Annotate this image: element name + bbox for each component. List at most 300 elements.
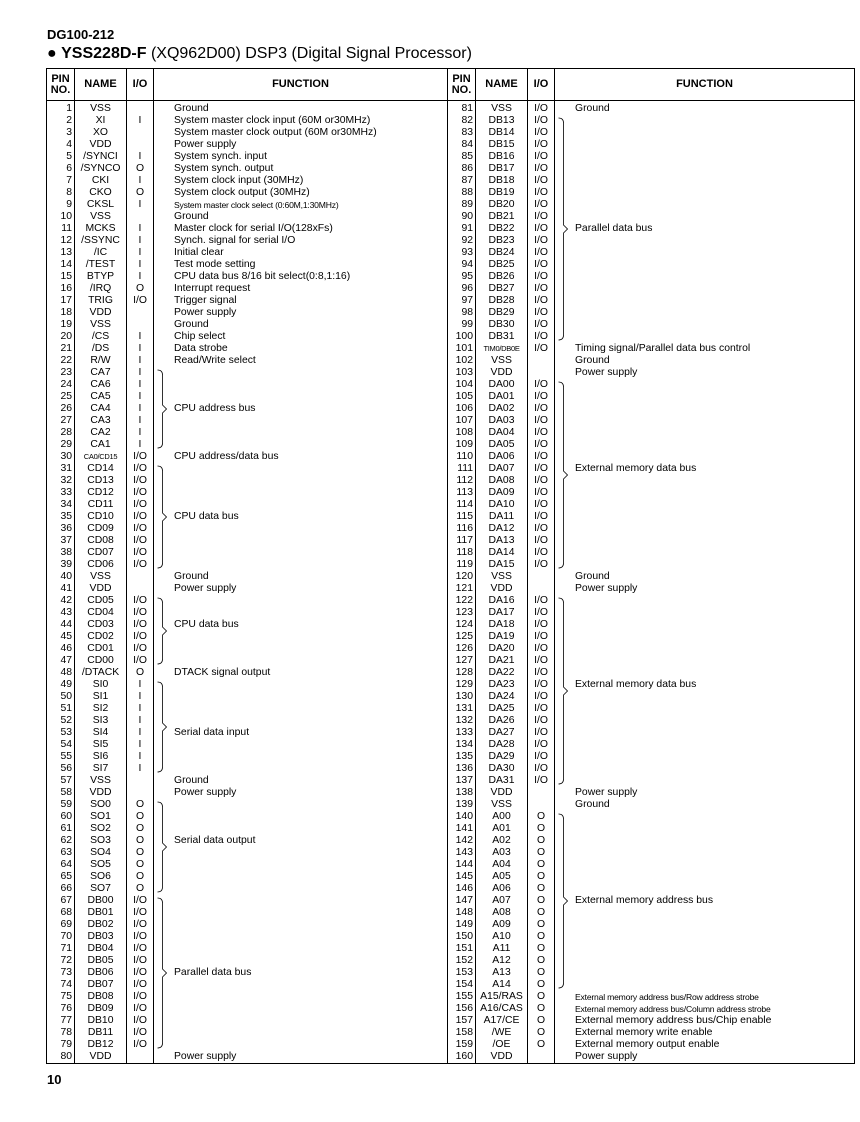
pin-io: I: [127, 427, 154, 439]
pin-function: [555, 283, 855, 295]
table-row: [47, 283, 855, 295]
pin-name: DB22: [476, 223, 528, 235]
pin-number: 153: [448, 967, 476, 979]
pin-name: /TEST: [75, 259, 127, 271]
pin-function: Ground: [154, 211, 448, 223]
pin-number: 38: [47, 547, 75, 559]
pin-function: [154, 919, 448, 931]
pin-function: [555, 451, 855, 463]
pin-name: CD02: [75, 631, 127, 643]
pin-io: I/O: [528, 403, 555, 415]
table-row: [47, 319, 855, 331]
table-row: [47, 883, 855, 895]
pin-name: DA26: [476, 715, 528, 727]
pin-name: DB04: [75, 943, 127, 955]
table-row: [47, 547, 855, 559]
pin-number: 7: [47, 175, 75, 187]
table-row: [47, 247, 855, 259]
name-header: NAME: [476, 69, 528, 101]
pin-name: CD11: [75, 499, 127, 511]
pin-header: PIN NO.: [47, 69, 75, 101]
pin-io: O: [528, 979, 555, 991]
pin-function: Ground: [154, 101, 448, 116]
pin-name: A11: [476, 943, 528, 955]
pin-name: CKSL: [75, 199, 127, 211]
pin-number: 39: [47, 559, 75, 571]
pin-number: 142: [448, 835, 476, 847]
pin-io: I/O: [528, 595, 555, 607]
pin-name: CA3: [75, 415, 127, 427]
pin-number: 108: [448, 427, 476, 439]
pin-io: O: [127, 871, 154, 883]
pin-name: A05: [476, 871, 528, 883]
pin-io: I/O: [528, 259, 555, 271]
pin-function: [555, 715, 855, 727]
pin-name: VDD: [75, 139, 127, 151]
pin-io: I/O: [127, 487, 154, 499]
pin-number: 106: [448, 403, 476, 415]
pin-number: 46: [47, 643, 75, 655]
pin-number: 51: [47, 703, 75, 715]
table-row: [47, 499, 855, 511]
pin-io: I/O: [528, 775, 555, 787]
pin-function: [555, 499, 855, 511]
pin-function: [555, 835, 855, 847]
pin-name: CKI: [75, 175, 127, 187]
table-row: [47, 727, 855, 739]
pin-function: Serial data output: [154, 835, 448, 847]
pin-io: [127, 775, 154, 787]
pin-name: DA01: [476, 391, 528, 403]
pin-function: External memory address bus/Column address strobe: [555, 1003, 855, 1015]
pin-io: I/O: [528, 127, 555, 139]
pin-name: DB30: [476, 319, 528, 331]
pin-io: I/O: [528, 655, 555, 667]
pin-function: [555, 607, 855, 619]
pin-number: 69: [47, 919, 75, 931]
pin-function: CPU data bus 8/16 bit select(0:8,1:16): [154, 271, 448, 283]
pin-function: [555, 703, 855, 715]
pin-name: CD14: [75, 463, 127, 475]
pin-number: 123: [448, 607, 476, 619]
pin-io: O: [528, 811, 555, 823]
pin-name: SO0: [75, 799, 127, 811]
pin-function: [154, 715, 448, 727]
pin-name: A01: [476, 823, 528, 835]
pin-function: Serial data input: [154, 727, 448, 739]
pin-function: [154, 847, 448, 859]
pin-io: I/O: [528, 679, 555, 691]
pin-name: SO2: [75, 823, 127, 835]
pin-name: XO: [75, 127, 127, 139]
table-row: [47, 607, 855, 619]
pin-io: I/O: [528, 607, 555, 619]
pin-number: 114: [448, 499, 476, 511]
pin-io: I/O: [127, 451, 154, 463]
pin-number: 127: [448, 655, 476, 667]
pin-io: I/O: [528, 235, 555, 247]
pin-name: A06: [476, 883, 528, 895]
table-row: [47, 307, 855, 319]
pin-name: A13: [476, 967, 528, 979]
pin-name: DB03: [75, 931, 127, 943]
pin-name: DB01: [75, 907, 127, 919]
table-row: [47, 979, 855, 991]
pin-number: 36: [47, 523, 75, 535]
pin-name: DA10: [476, 499, 528, 511]
table-row: [47, 391, 855, 403]
pin-name: /IC: [75, 247, 127, 259]
pin-io: I/O: [127, 1015, 154, 1027]
pin-function: System synch. input: [154, 151, 448, 163]
table-row: [47, 451, 855, 463]
pin-number: 86: [448, 163, 476, 175]
pin-io: O: [127, 811, 154, 823]
pin-name: /CS: [75, 331, 127, 343]
pin-number: 34: [47, 499, 75, 511]
pin-number: 28: [47, 427, 75, 439]
pin-name: CA2: [75, 427, 127, 439]
pin-name: SI3: [75, 715, 127, 727]
pin-function: Timing signal/Parallel data bus control: [555, 343, 855, 355]
pin-name: CKO: [75, 187, 127, 199]
pin-io: [127, 787, 154, 799]
pin-number: 80: [47, 1051, 75, 1064]
pin-name: /OE: [476, 1039, 528, 1051]
pin-io: I/O: [528, 163, 555, 175]
pin-name: DB28: [476, 295, 528, 307]
pin-function: [555, 187, 855, 199]
table-row: [47, 223, 855, 235]
pin-number: 137: [448, 775, 476, 787]
pin-name: VSS: [75, 571, 127, 583]
table-row: [47, 943, 855, 955]
pin-number: 149: [448, 919, 476, 931]
pin-function: [555, 271, 855, 283]
pin-number: 74: [47, 979, 75, 991]
pin-io: I: [127, 343, 154, 355]
pin-name: CA6: [75, 379, 127, 391]
pin-function: [154, 799, 448, 811]
table-row: [47, 163, 855, 175]
pin-name: DB31: [476, 331, 528, 343]
pin-number: 72: [47, 955, 75, 967]
pin-function: [555, 487, 855, 499]
pin-io: I/O: [127, 943, 154, 955]
pin-name: DB18: [476, 175, 528, 187]
pin-io: I: [127, 115, 154, 127]
table-row: [47, 379, 855, 391]
pin-io: I/O: [528, 451, 555, 463]
pin-number: 49: [47, 679, 75, 691]
pin-name: CA0/CD15: [75, 451, 127, 463]
pin-io: I/O: [127, 475, 154, 487]
pin-name: A02: [476, 835, 528, 847]
pin-name: CD06: [75, 559, 127, 571]
table-row: [47, 691, 855, 703]
pin-name: SI4: [75, 727, 127, 739]
pin-function: Data strobe: [154, 343, 448, 355]
pin-number: 29: [47, 439, 75, 451]
table-row: [47, 823, 855, 835]
pin-io: I/O: [528, 439, 555, 451]
pin-function: System clock input (30MHz): [154, 175, 448, 187]
pin-io: O: [528, 967, 555, 979]
pin-io: O: [127, 667, 154, 679]
pin-io: I/O: [528, 415, 555, 427]
pin-name: DB07: [75, 979, 127, 991]
pin-function: [154, 751, 448, 763]
table-row: [47, 403, 855, 415]
pin-name: DA27: [476, 727, 528, 739]
pin-name: VSS: [476, 571, 528, 583]
table-row: [47, 463, 855, 475]
pin-io: [528, 787, 555, 799]
table-row: [47, 931, 855, 943]
pin-function: [555, 403, 855, 415]
pin-number: 124: [448, 619, 476, 631]
pin-number: 27: [47, 415, 75, 427]
pin-io: I/O: [528, 307, 555, 319]
pin-number: 9: [47, 199, 75, 211]
pin-number: 156: [448, 1003, 476, 1015]
pin-number: 129: [448, 679, 476, 691]
table-row: [47, 523, 855, 535]
pin-io: I/O: [528, 715, 555, 727]
pin-number: 131: [448, 703, 476, 715]
table-row: [47, 415, 855, 427]
pin-name: /SYNCO: [75, 163, 127, 175]
pin-number: 148: [448, 907, 476, 919]
pin-io: I: [127, 151, 154, 163]
pin-name: VDD: [476, 787, 528, 799]
pin-io: O: [127, 799, 154, 811]
pin-number: 120: [448, 571, 476, 583]
pin-function: Power supply: [154, 583, 448, 595]
pin-io: I/O: [127, 1039, 154, 1051]
table-row: [47, 967, 855, 979]
pin-function: [555, 439, 855, 451]
pin-function: [555, 907, 855, 919]
pin-function: [555, 199, 855, 211]
table-row: [47, 271, 855, 283]
pin-io: I/O: [528, 691, 555, 703]
pin-function: [555, 775, 855, 787]
pin-io: I/O: [127, 895, 154, 907]
pin-io: I/O: [528, 643, 555, 655]
pin-io: I/O: [528, 535, 555, 547]
pin-function: [154, 499, 448, 511]
pin-io: I: [127, 331, 154, 343]
pin-io: [127, 1051, 154, 1064]
table-row: [47, 199, 855, 211]
pin-io: O: [127, 283, 154, 295]
pin-number: 96: [448, 283, 476, 295]
pin-function: Power supply: [154, 307, 448, 319]
pin-function: Ground: [555, 355, 855, 367]
pin-function: [555, 739, 855, 751]
pin-function: [555, 931, 855, 943]
pin-io: O: [528, 943, 555, 955]
pin-number: 30: [47, 451, 75, 463]
pin-number: 2: [47, 115, 75, 127]
pin-number: 115: [448, 511, 476, 523]
pin-number: 116: [448, 523, 476, 535]
pin-name: CD12: [75, 487, 127, 499]
table-row: [47, 1003, 855, 1015]
page-number: 10: [47, 1072, 62, 1087]
pin-io: I: [127, 235, 154, 247]
pin-function: Ground: [555, 101, 855, 116]
pin-function: Ground: [555, 799, 855, 811]
pin-io: I/O: [127, 607, 154, 619]
pin-number: 143: [448, 847, 476, 859]
pin-io: I/O: [127, 931, 154, 943]
pin-function: [154, 607, 448, 619]
pin-io: I/O: [127, 547, 154, 559]
pin-function: [154, 763, 448, 775]
pin-function: [555, 115, 855, 127]
pin-function: Parallel data bus: [154, 967, 448, 979]
pin-number: 89: [448, 199, 476, 211]
pin-name: DA22: [476, 667, 528, 679]
pin-io: I/O: [127, 463, 154, 475]
pin-name: SI1: [75, 691, 127, 703]
pin-io: I: [127, 391, 154, 403]
pin-name: /WE: [476, 1027, 528, 1039]
io-header: I/O: [127, 69, 154, 101]
pin-number: 134: [448, 739, 476, 751]
pin-number: 82: [448, 115, 476, 127]
pin-number: 77: [47, 1015, 75, 1027]
pin-number: 43: [47, 607, 75, 619]
pin-function: [555, 871, 855, 883]
table-row: [47, 151, 855, 163]
pin-function: [555, 175, 855, 187]
pin-io: [127, 319, 154, 331]
pin-number: 63: [47, 847, 75, 859]
pin-number: 118: [448, 547, 476, 559]
table-row: [47, 643, 855, 655]
pin-io: I: [127, 751, 154, 763]
part-number: YSS228D-F: [61, 45, 147, 62]
pin-function: [154, 415, 448, 427]
table-row: [47, 139, 855, 151]
pin-function: [555, 955, 855, 967]
pin-number: 154: [448, 979, 476, 991]
pin-function: Master clock for serial I/O(128xFs): [154, 223, 448, 235]
pin-function: [154, 739, 448, 751]
pin-io: I/O: [127, 511, 154, 523]
pin-name: CA1: [75, 439, 127, 451]
pin-name: CA4: [75, 403, 127, 415]
pin-io: I/O: [127, 643, 154, 655]
pin-number: 140: [448, 811, 476, 823]
pin-io: I/O: [528, 667, 555, 679]
pin-function: Parallel data bus: [555, 223, 855, 235]
pin-io: I/O: [127, 991, 154, 1003]
table-row: [47, 847, 855, 859]
pin-function: [154, 391, 448, 403]
pin-number: 136: [448, 763, 476, 775]
pin-number: 50: [47, 691, 75, 703]
pin-io: O: [528, 1039, 555, 1051]
pin-name: SI6: [75, 751, 127, 763]
pin-function: Test mode setting: [154, 259, 448, 271]
pin-io: [528, 367, 555, 379]
pin-number: 130: [448, 691, 476, 703]
pin-number: 22: [47, 355, 75, 367]
pin-io: O: [528, 835, 555, 847]
pin-io: I/O: [528, 379, 555, 391]
pin-io: O: [528, 907, 555, 919]
pin-name: DA29: [476, 751, 528, 763]
pin-number: 81: [448, 101, 476, 116]
pin-io: I/O: [528, 547, 555, 559]
pin-io: I: [127, 727, 154, 739]
pin-function: Power supply: [555, 1051, 855, 1064]
pin-number: 133: [448, 727, 476, 739]
pin-function: [555, 547, 855, 559]
pin-io: I/O: [528, 523, 555, 535]
pin-number: 70: [47, 931, 75, 943]
pin-number: 54: [47, 739, 75, 751]
pin-name: SI7: [75, 763, 127, 775]
table-row: [47, 751, 855, 763]
pin-io: I: [127, 763, 154, 775]
table-row: [47, 367, 855, 379]
pin-io: I/O: [127, 595, 154, 607]
pin-io: I: [127, 403, 154, 415]
pin-number: 13: [47, 247, 75, 259]
pin-number: 25: [47, 391, 75, 403]
pin-name: DB05: [75, 955, 127, 967]
pin-function: Power supply: [555, 367, 855, 379]
pin-number: 112: [448, 475, 476, 487]
pin-number: 138: [448, 787, 476, 799]
pin-name: /DTACK: [75, 667, 127, 679]
pin-name: MCKS: [75, 223, 127, 235]
pin-name: VSS: [75, 775, 127, 787]
pin-name: DA19: [476, 631, 528, 643]
pin-name: SI5: [75, 739, 127, 751]
table-row: [47, 487, 855, 499]
pin-number: 119: [448, 559, 476, 571]
pin-number: 48: [47, 667, 75, 679]
pin-name: A07: [476, 895, 528, 907]
pin-number: 93: [448, 247, 476, 259]
pin-name: DA07: [476, 463, 528, 475]
pin-number: 147: [448, 895, 476, 907]
pin-name: /DS: [75, 343, 127, 355]
pin-function: Chip select: [154, 331, 448, 343]
pin-function: [154, 1003, 448, 1015]
pin-function: [555, 331, 855, 343]
pin-number: 47: [47, 655, 75, 667]
pin-number: 126: [448, 643, 476, 655]
pin-name: DB29: [476, 307, 528, 319]
pin-number: 19: [47, 319, 75, 331]
pin-name: VSS: [476, 101, 528, 116]
pin-number: 53: [47, 727, 75, 739]
pin-function: [555, 943, 855, 955]
pin-function: DTACK signal output: [154, 667, 448, 679]
table-row: [47, 511, 855, 523]
pin-name: DB10: [75, 1015, 127, 1027]
pin-table: [46, 68, 855, 1064]
pin-function: [154, 943, 448, 955]
name-header: NAME: [75, 69, 127, 101]
